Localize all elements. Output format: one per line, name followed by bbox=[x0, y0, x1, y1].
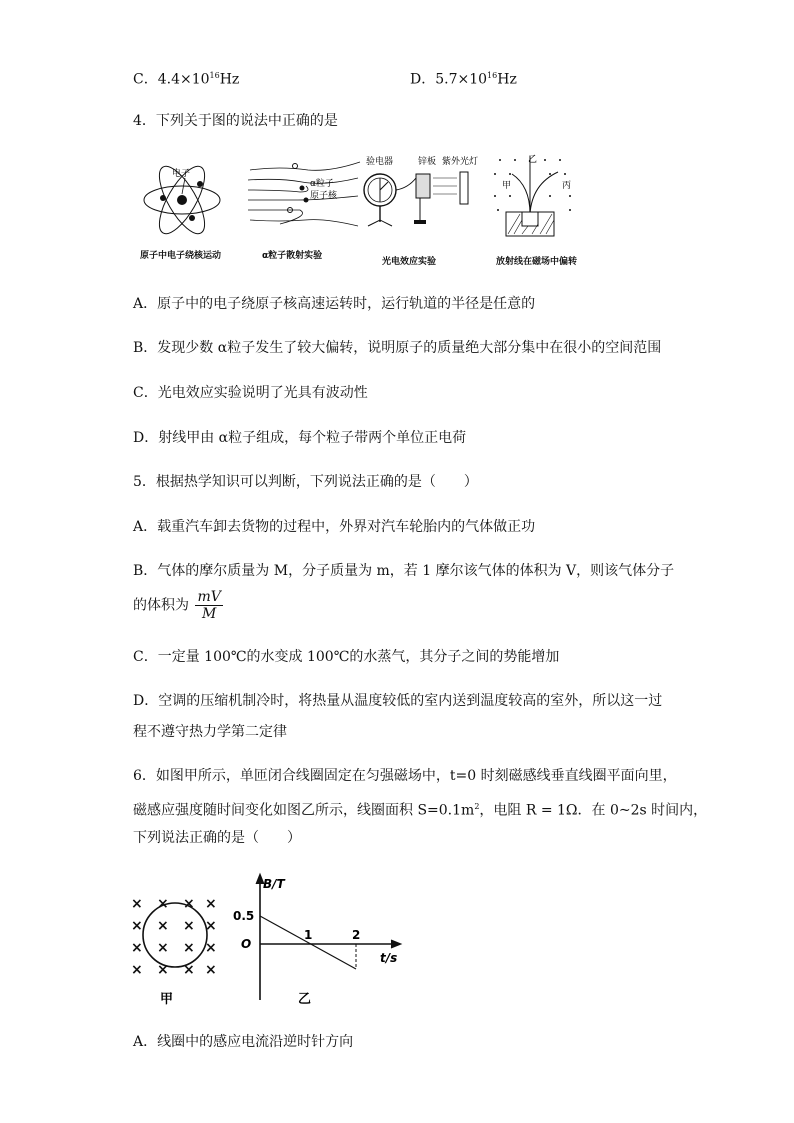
q6-line1: 6．如图甲所示，单匝闭合线圈固定在匀强磁场中，t=0 时刻磁感线垂直线圈平面向里， bbox=[133, 768, 677, 784]
label-uv: 紫外光灯 bbox=[442, 157, 479, 167]
q4-option-c: C．光电效应实验说明了光具有波动性 bbox=[133, 385, 368, 401]
q5-option-a: A．载重汽车卸去货物的过程中，外界对汽车轮胎内的气体做正功 bbox=[133, 519, 536, 535]
cross-mark: × bbox=[183, 940, 195, 956]
label-jia: 甲 bbox=[160, 992, 174, 1007]
cross-mark: × bbox=[131, 940, 143, 956]
q6-line3: 下列说法正确的是（ ） bbox=[133, 830, 301, 846]
cross-mark: × bbox=[183, 962, 195, 978]
x-axis-label: t/s bbox=[380, 951, 398, 965]
q5-option-d-line2: 程不遵守热力学第二定律 bbox=[133, 724, 287, 740]
caption-atom: 原子中电子绕核运动 bbox=[140, 251, 222, 261]
photoelectric-figure bbox=[364, 155, 478, 226]
cross-mark: × bbox=[205, 896, 217, 912]
cross-mark: × bbox=[183, 918, 195, 934]
q6-figures bbox=[125, 870, 425, 1010]
q6-line2: 磁感应强度随时间变化如图乙所示，线圈面积 $S=0.1m^2$，电阻 R = 1Ω．在 0~2s 时间内， bbox=[133, 802, 708, 819]
label-electron: 电子 bbox=[172, 169, 191, 179]
cross-mark: × bbox=[157, 896, 169, 912]
label-zinc: 锌板 bbox=[418, 157, 437, 167]
cross-mark: × bbox=[131, 896, 143, 912]
q6-option-a: A．线圈中的感应电流沿逆时针方向 bbox=[133, 1034, 354, 1050]
q4-option-a: A．原子中的电子绕原子核高速运转时，运行轨道的半径是任意的 bbox=[133, 296, 536, 312]
label-electroscope: 验电器 bbox=[366, 157, 394, 167]
q5-option-b-line2: 的体积为 $\frac{mV}{M}$ bbox=[133, 589, 221, 622]
cross-mark: × bbox=[157, 962, 169, 978]
label-jia: 甲 bbox=[502, 181, 512, 191]
caption-photoelectric: 光电效应实验 bbox=[382, 257, 437, 267]
cross-mark: × bbox=[205, 918, 217, 934]
origin-label: O bbox=[241, 937, 252, 951]
q4-option-b: B．发现少数 α粒子发生了较大偏转，说明原子的质量绝大部分集中在很小的空间范围 bbox=[133, 340, 662, 356]
label-alpha: α粒子 bbox=[310, 179, 334, 189]
q5-option-d-line1: D．空调的压缩机制冷时，将热量从温度较低的室内送到温度较高的室外，所以这一过 bbox=[133, 693, 663, 709]
radiation-figure bbox=[494, 154, 571, 236]
cross-mark: × bbox=[205, 940, 217, 956]
caption-alpha: α粒子散射实验 bbox=[262, 251, 323, 261]
atom-figure bbox=[144, 160, 220, 240]
label-yi: 乙 bbox=[298, 992, 312, 1007]
label-bing: 丙 bbox=[562, 181, 572, 191]
bt-graph bbox=[233, 874, 401, 1007]
y-tick-label: 0.5 bbox=[233, 909, 255, 923]
q4-option-d: D．射线甲由 α粒子组成，每个粒子带两个单位正电荷 bbox=[133, 430, 467, 446]
cross-mark: × bbox=[183, 896, 195, 912]
label-yi: 乙 bbox=[528, 155, 538, 165]
caption-radiation: 放射线在磁场中偏转 bbox=[496, 257, 578, 267]
x-tick-2: 2 bbox=[352, 928, 361, 942]
cross-mark: × bbox=[131, 962, 143, 978]
alpha-scattering-figure bbox=[248, 162, 360, 226]
label-nucleus: 原子核 bbox=[310, 191, 338, 201]
cross-mark: × bbox=[131, 918, 143, 934]
coil-circle bbox=[143, 903, 207, 967]
q5-option-b-line1: B．气体的摩尔质量为 M，分子质量为 m，若 1 摩尔该气体的体积为 V，则该气体分子 bbox=[133, 563, 675, 579]
q5-stem: 5．根据热学知识可以判断，下列说法正确的是（ ） bbox=[133, 474, 478, 490]
q3-option-d: D．$5.7\times 10^{16}Hz$ bbox=[410, 71, 517, 88]
cross-mark: × bbox=[157, 918, 169, 934]
q4-stem: 4．下列关于图的说法中正确的是 bbox=[133, 113, 338, 129]
q3-option-c: C．$4.4\times 10^{16}Hz$ bbox=[133, 71, 240, 88]
x-tick-1: 1 bbox=[304, 928, 313, 942]
cross-mark: × bbox=[157, 940, 169, 956]
q5-option-c: C．一定量 100℃的水变成 100℃的水蒸气，其分子之间的势能增加 bbox=[133, 649, 560, 665]
cross-mark: × bbox=[205, 962, 217, 978]
y-axis-label: B/T bbox=[263, 877, 285, 891]
formula-fraction: $\frac{mV}{M}$ bbox=[197, 589, 221, 622]
